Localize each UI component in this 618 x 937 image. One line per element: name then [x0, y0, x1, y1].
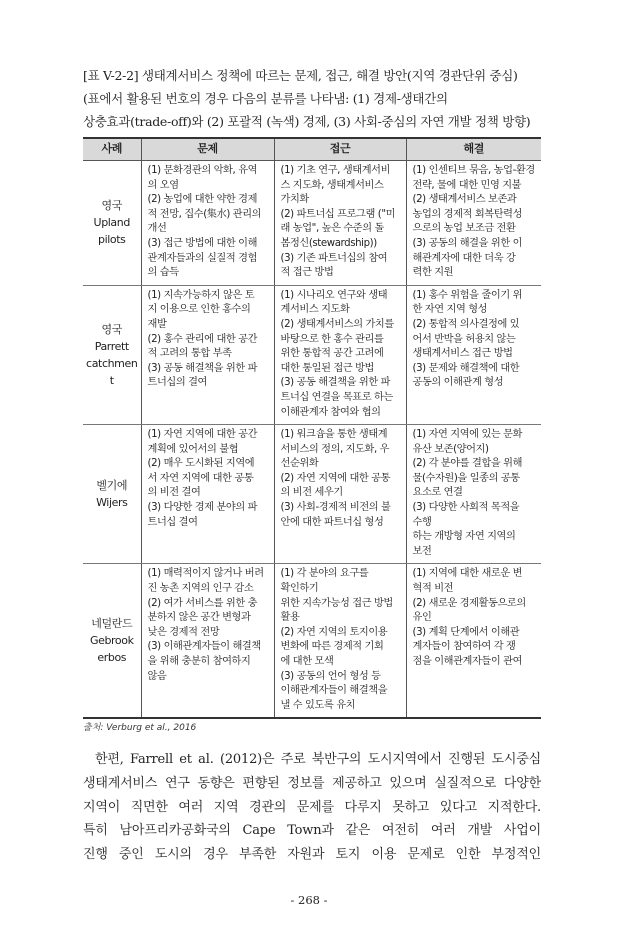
cell-line: 적 접근 방법 — [280, 267, 334, 279]
solution-cell — [406, 285, 541, 424]
cell-line: 생태계서비스 접근 방법 — [412, 348, 513, 360]
cell-line: 재발 — [147, 318, 167, 330]
cell-line: 이해관계자들이 해결책을 — [280, 685, 388, 697]
cell-line: pilots — [98, 233, 126, 247]
cell-line: 안에 대한 파트너십 형성 — [280, 516, 384, 528]
cell-line: 가치화 — [280, 194, 309, 206]
cell-line: 유인 — [412, 612, 432, 624]
cell-line: (3) 다양한 사회적 목적을 수행 — [412, 502, 520, 528]
cell-line: (2) 여가 서비스를 위한 충 — [147, 597, 258, 609]
cell-line: catchment — [86, 356, 138, 387]
table-row — [83, 161, 541, 286]
cell-line: (3) 문제와 해결책에 대한 — [412, 362, 520, 374]
approach-cell — [274, 564, 406, 718]
cell-line: 영국 — [101, 199, 122, 213]
cell-line: erbos — [97, 651, 127, 665]
approach-cell — [274, 161, 406, 286]
cell-line: 점을 이해관계자들이 관여 — [412, 656, 523, 667]
problem-cell — [141, 161, 274, 286]
cell-line: 스 지도화, 생태계서비스 — [280, 179, 384, 191]
cell-line: (1) 시나리오 연구와 생태 — [280, 289, 388, 301]
case-cell — [83, 161, 141, 286]
cell-line: (3) 계획 단계에서 이해관 — [412, 626, 520, 638]
cell-line: (2) 각 분야를 결합을 위해 — [412, 458, 523, 470]
table-caption — [83, 64, 541, 133]
header-case: 사례 — [83, 138, 141, 161]
cell-line: 한 자연 지역 형성 — [412, 304, 488, 316]
cell-line: 계획에 있어서의 불협 — [147, 443, 239, 455]
problem-cell — [141, 564, 274, 718]
cell-line: (2) 새로운 경제활동으로의 — [412, 597, 526, 609]
cell-line: (1) 지역에 대한 새로운 변 — [412, 568, 523, 580]
cell-line: 해관계자에 대한 더욱 강 — [412, 252, 516, 264]
case-cell — [83, 285, 141, 424]
approach-cell — [274, 425, 406, 564]
cell-line: 으로의 농업 보조금 전환 — [412, 223, 516, 235]
cell-line: (3) 공동 해결책을 위한 파 — [280, 377, 391, 389]
paragraph-line: 한편, Farrell et al. (2012)은 주로 북반구의 도시지역에서 진행된 도시중심 — [95, 752, 541, 768]
case-cell — [83, 425, 141, 564]
cell-line: 의 비전 결여 — [147, 487, 201, 499]
cell-line: 않음 — [147, 670, 167, 682]
paragraph-line: 특히 남아프리카공화국의 Cape Town과 같은 여전히 여러 개발 사업이 — [83, 823, 541, 839]
cell-line: (1) 지속가능하지 않은 토 — [147, 289, 255, 301]
cell-line: 위한 통합적 공간 고려에 — [280, 348, 384, 360]
cell-line: 분하지 않은 공간 변형과 — [147, 612, 251, 624]
cell-line: 트너십 결여 — [147, 516, 198, 528]
cell-line: 농업의 경제적 회복탄력성 — [412, 208, 523, 220]
cell-line: Parrett — [94, 339, 129, 353]
cell-line: 요소로 연결 — [412, 487, 463, 499]
approach-cell — [274, 285, 406, 424]
cell-line: 낮은 경제적 전망 — [147, 626, 220, 638]
cell-line: 의 오염 — [147, 179, 179, 191]
cell-line: (2) 자연 지역에 대한 공통 — [280, 472, 391, 484]
cell-line: 력한 지원 — [412, 267, 454, 279]
header-solution: 해결 — [406, 138, 541, 161]
cell-line: (3) 이해관계자들이 해결책 — [147, 641, 261, 653]
cell-line: 관계자들과의 실질적 경험 — [147, 252, 258, 264]
source-note: 출처: Verburg et al., 2016 — [83, 723, 197, 734]
cell-line: 지 이용으로 인한 홍수의 — [147, 304, 251, 316]
cell-line: (2) 생태계서비스의 가치를 — [280, 318, 394, 330]
cell-line: 래 농업", 높은 수준의 돌 — [280, 223, 384, 235]
cell-line: 트너십의 결여 — [147, 377, 207, 389]
paragraph-line: 진행 중인 도시의 경우 부족한 자원과 토지 이용 문제로 인한 부정적인 — [83, 847, 541, 863]
problem-cell — [141, 285, 274, 424]
cell-line: (2) 자연 지역의 토지이용 — [280, 626, 388, 638]
cell-line: 서비스의 정의, 지도화, 우 — [280, 443, 390, 455]
cell-line: 유산 보존(양어지) — [412, 443, 489, 455]
cell-line: 전략, 물에 대한 민영 지불 — [412, 179, 522, 191]
cell-line: Gebrook — [89, 634, 134, 648]
paragraph-line: 지역이 직면한 여러 지역 경관의 문제를 다루지 못하고 있다고 지적한다. — [83, 799, 541, 815]
cell-line: 이해관계자 참여와 협의 — [280, 406, 381, 418]
cell-line: (1) 기초 연구, 생태계서비 — [280, 165, 391, 176]
body-paragraph — [83, 748, 541, 867]
cell-line: 대한 통일된 접근 방법 — [280, 362, 374, 374]
cell-line: 네덜란드 — [91, 617, 133, 631]
cell-line: (1) 자연 지역에 대한 공간 — [147, 429, 258, 441]
cell-line: 봄정신(stewardship)) — [280, 237, 377, 249]
header-approach: 접근 — [274, 138, 406, 161]
case-cell — [83, 564, 141, 718]
cell-line: 바탕으로 한 홍수 관리를 — [280, 333, 384, 345]
cell-line: 공동의 이해관계 형성 — [412, 377, 504, 389]
cell-line: (3) 공동의 해결을 위한 이 — [412, 237, 523, 249]
cell-line: 개선 — [147, 223, 167, 235]
caption-line: (표에서 활용된 번호의 경우 다음의 분류를 나타냄: (1) 경제-생태간의 — [83, 91, 448, 106]
cell-line: 서 자연 지역에 대한 공통 — [147, 472, 254, 484]
cell-line: (3) 접근 방법에 대한 이해 — [147, 237, 258, 249]
paragraph-line: 생태계서비스 연구 동향은 편향된 정보를 제공하고 있으며 실질적으로 다양한 — [83, 776, 541, 792]
table-header-row — [83, 138, 541, 161]
caption-line: 상충효과(trade-off)와 (2) 포괄적 (녹색) 경제, (3) 사회-중심의 자연 개발 정책 방향) — [83, 114, 531, 129]
cell-line: (1) 인센티브 묶음, 농업-환경 — [412, 165, 535, 176]
policy-table — [83, 137, 541, 719]
cell-line: 물(수자원)을 일종의 공통 — [412, 472, 520, 484]
cell-line: (2) 농업에 대한 약한 경제 — [147, 194, 258, 206]
cell-line: 벨기에 — [96, 479, 128, 493]
cell-line: (2) 매우 도시화된 지역에 — [147, 458, 255, 470]
cell-line: 적 전망, 집수(集水) 관리의 — [147, 208, 262, 220]
cell-line: (3) 기존 파트너십의 참여 — [280, 252, 388, 264]
cell-line: (3) 공동 해결책을 위한 파 — [147, 362, 258, 374]
cell-line: 의 비전 세우기 — [280, 487, 343, 499]
cell-line: (3) 다양한 경제 분야의 파 — [147, 502, 258, 514]
cell-line: (3) 공동의 언어 형성 등 — [280, 670, 381, 682]
cell-line: 어서 반박을 허용치 않는 — [412, 333, 516, 345]
cell-line: (1) 자연 지역에 있는 문화 — [412, 429, 523, 441]
cell-line: 적 고려의 통합 부족 — [147, 348, 232, 360]
cell-line: (2) 파트너십 프로그램 ("미 — [280, 208, 396, 220]
cell-line: (1) 워크숍을 통한 생태계 — [280, 429, 388, 441]
cell-line: 위한 지속가능성 접근 방법 활용 — [280, 597, 393, 624]
solution-cell — [406, 564, 541, 718]
cell-line: 계자들이 참여하여 각 쟁 — [412, 641, 516, 653]
caption-line: [표 V-2-2] 생태계서비스 정책에 따르는 문제, 접근, 해결 방안(지역 경관단위 중심) — [83, 68, 518, 83]
cell-line: Upland — [93, 216, 130, 230]
cell-line: 변화에 따른 경제적 기회 — [280, 641, 384, 653]
header-problem: 문제 — [141, 138, 274, 161]
problem-cell — [141, 425, 274, 564]
solution-cell — [406, 425, 541, 564]
table-body — [83, 161, 541, 719]
cell-line: (2) 통합적 의사결정에 있 — [412, 318, 520, 330]
cell-line: (1) 매력적이지 않거나 버려 — [147, 568, 264, 580]
cell-line: (1) 문화경관의 악화, 유역 — [147, 165, 258, 176]
cell-line: 영국 — [101, 322, 122, 336]
cell-line: 선순위화 — [280, 458, 319, 470]
cell-line: 을 위해 충분히 참여하지 — [147, 656, 251, 667]
cell-line: (1) 각 분야의 요구를 확인하기 — [280, 568, 369, 595]
page-number: - 268 - — [290, 892, 328, 907]
solution-cell — [406, 161, 541, 286]
table-row — [83, 564, 541, 718]
cell-line: 낼 수 있도록 유치 — [280, 699, 356, 711]
cell-line: 혁적 비전 — [412, 583, 454, 595]
cell-line: (2) 생태계서비스 보존과 — [412, 194, 517, 206]
cell-line: Wijers — [96, 496, 128, 510]
cell-line: (1) 홍수 위험을 줄이기 위 — [412, 289, 523, 301]
cell-line: (3) 사회-경제적 비전의 불 — [280, 502, 391, 514]
cell-line: 계서비스 지도화 — [280, 304, 350, 316]
cell-line: 의 습득 — [147, 267, 179, 279]
cell-line: 에 대한 모색 — [280, 656, 334, 667]
table-row — [83, 425, 541, 564]
cell-line: 진 농촌 지역의 인구 감소 — [147, 583, 254, 595]
cell-line: 트너십 연결을 목표로 하는 — [280, 391, 393, 403]
table-row — [83, 285, 541, 424]
cell-line: 하는 개방형 자연 지역의 보전 — [412, 531, 516, 557]
cell-line: (2) 홍수 관리에 대한 공간 — [147, 333, 258, 345]
